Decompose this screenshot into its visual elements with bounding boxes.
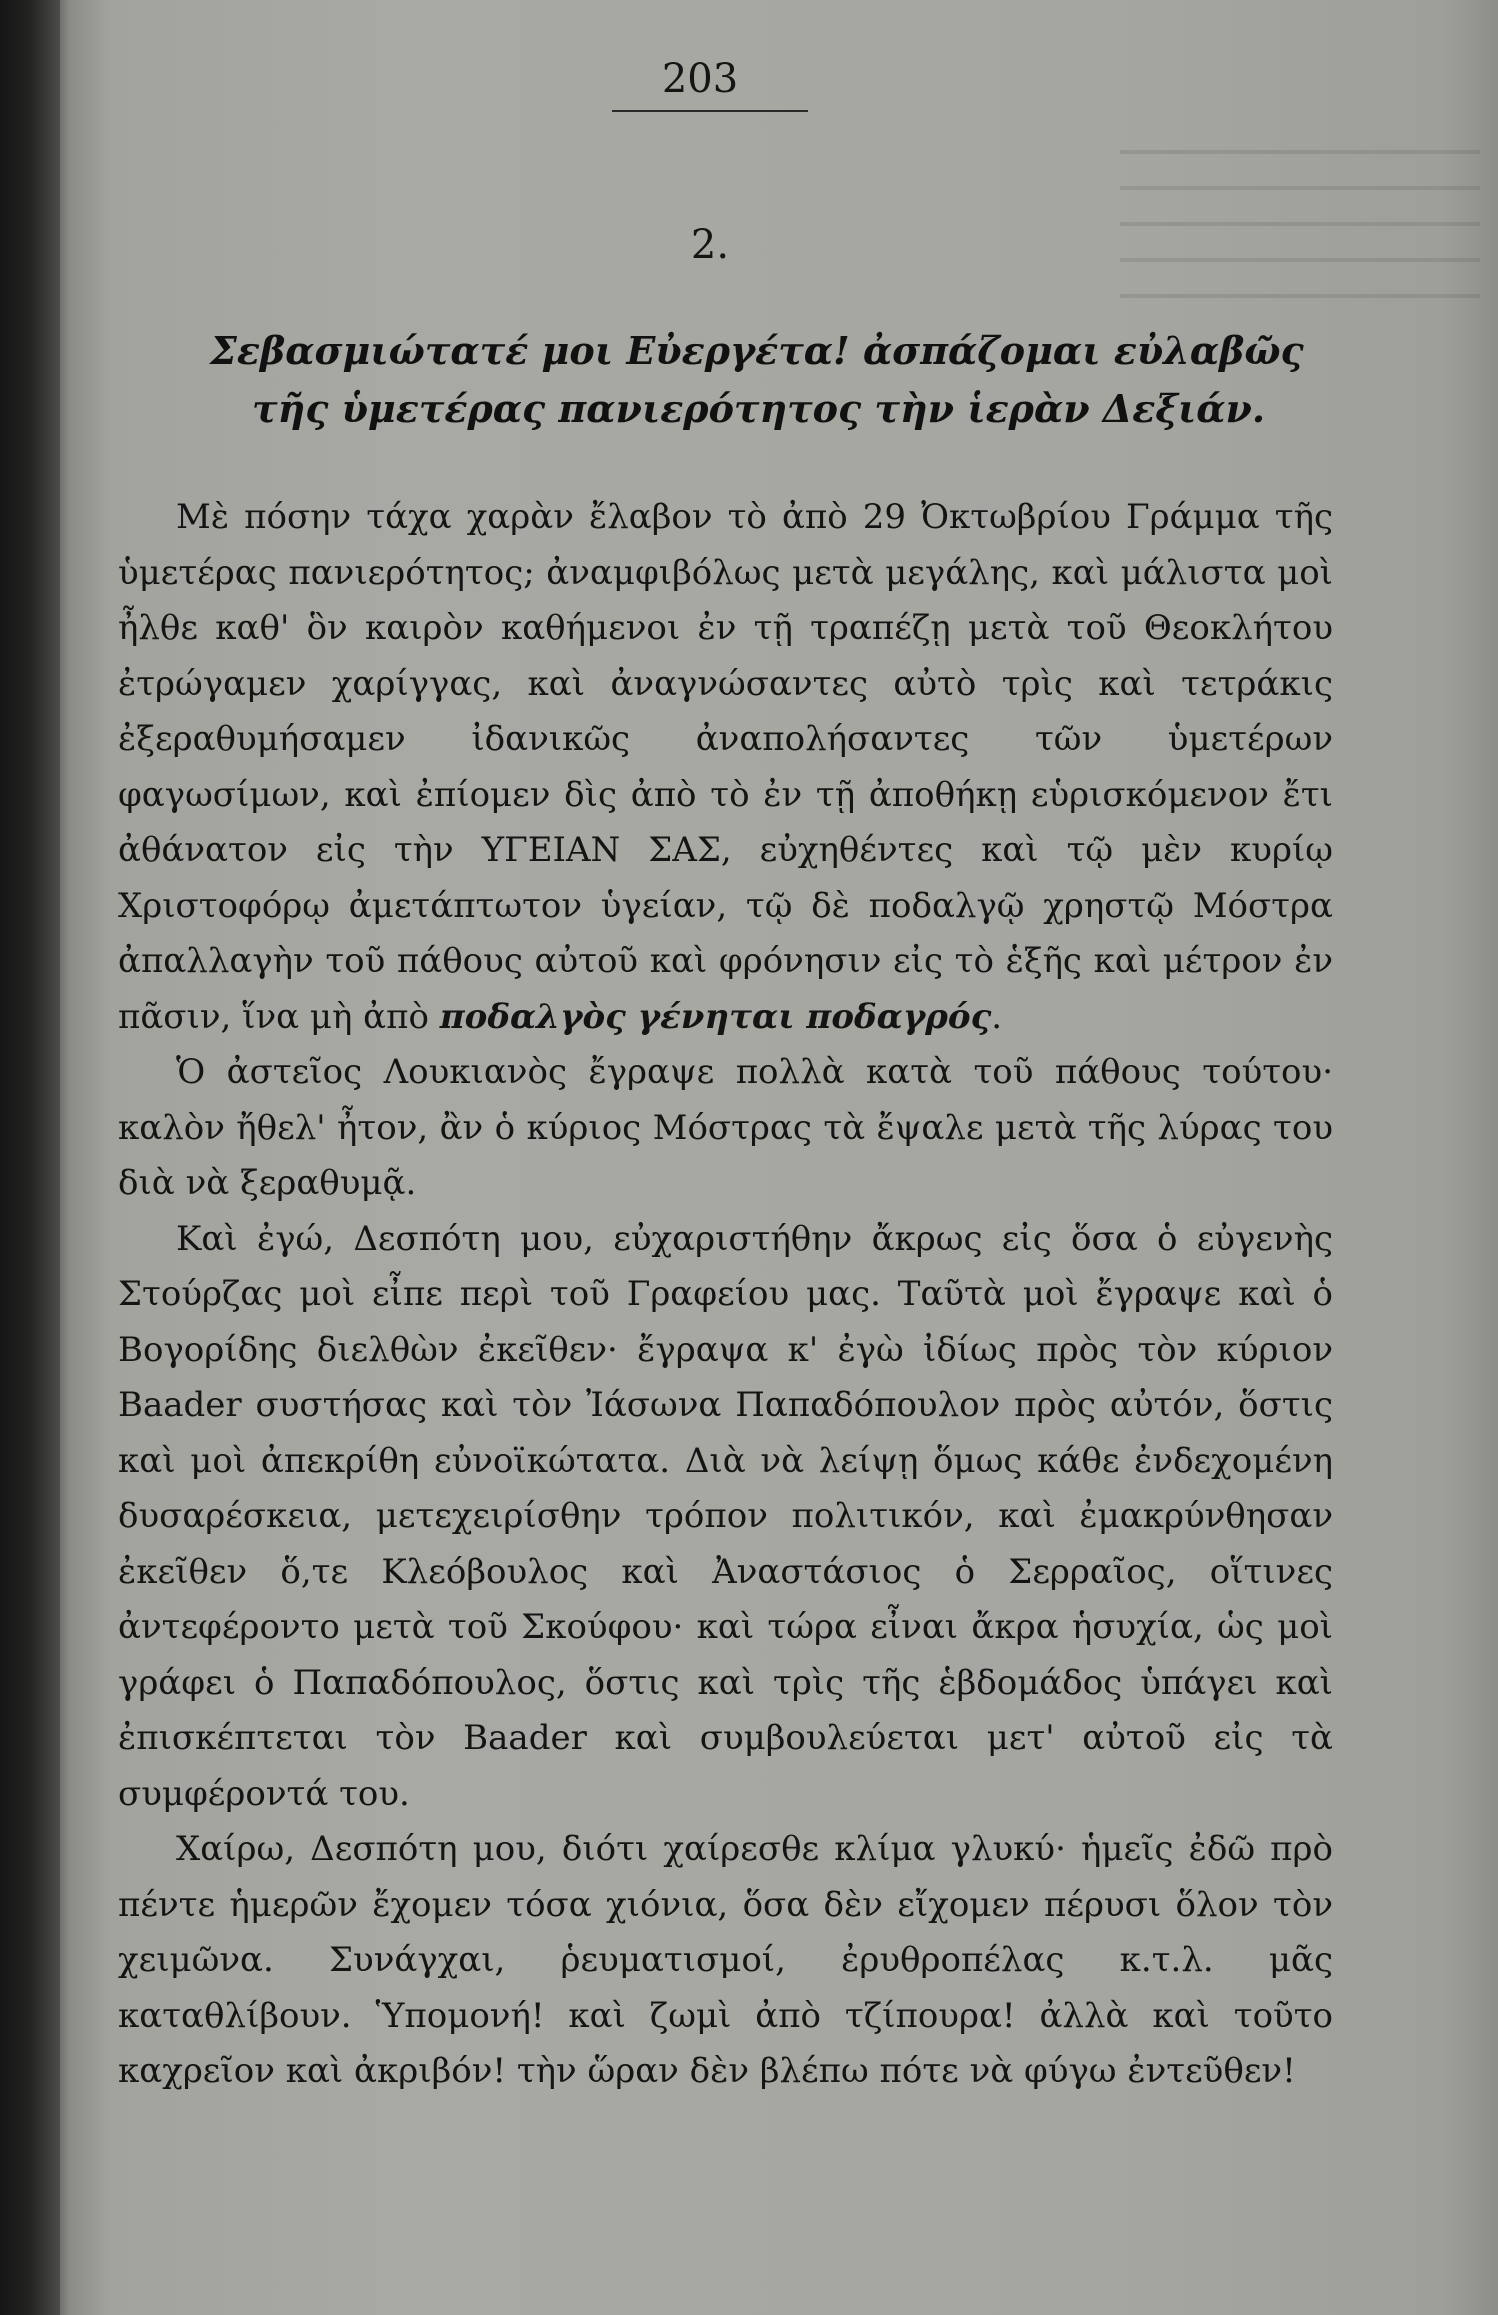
paragraph-1-emphasis: ποδαλγὸς γένηται ποδαγρός: [439, 996, 992, 1037]
paragraph-2-text: Ὁ ἀστεῖος Λουκιανὸς ἔγραψε πολλὰ κατὰ τοῦ πάθους τούτου· καλὸν ἤθελ' ἦτον, ἂν ὁ κύριος Μόστρας τὰ ἔψαλε μετὰ τῆς λύρας του διὰ νὰ ξεραθυμᾷ.: [118, 1052, 1333, 1203]
header-rule: [612, 110, 808, 112]
paragraph-1-end: .: [991, 996, 1003, 1037]
salutation-line-1: Σεβασμιώτατέ μοι Εὐεργέτα! ἀσπάζομαι εὐλαβῶς: [210, 328, 1304, 373]
paragraph-1-text: Μὲ πόσην τάχα χαρὰν ἔλαβον τὸ ἀπὸ 29 Ὀκτωβρίου Γράμμα τῆς ὑμετέρας πανιερότητος; ἀναμφιβόλως μετὰ μεγάλης, καὶ μάλιστα μοὶ ἦλθε καθ' ὃν καιρὸν καθήμενοι ἐν τῇ τραπέζῃ μετὰ τοῦ Θεοκλήτου ἐτρώγαμεν χαρίγγας, καὶ ἀναγνώσαντες αὐτὸ τρὶς καὶ τετράκις ἐξεραθυμήσαμεν ἰδανικῶς ἀναπολήσαντες τῶν ὑμετέρων φαγωσίμων, καὶ ἐπίομεν δὶς ἀπὸ τὸ ἐν τῇ ἀποθήκῃ εὑρισκόμενον ἔτι ἀθάνατον εἰς τὴν ΥΓΕΙΑΝ ΣΑΣ, εὐχηθέντες καὶ τῷ μὲν κυρίῳ Χριστοφόρῳ ἀμετάπτωτον ὑγείαν, τῷ δὲ ποδαλγῷ χρηστῷ Μόστρα ἀπαλλαγὴν τοῦ πάθους αὐτοῦ καὶ φρόνησιν εἰς τὸ ἑξῆς καὶ μέτρον ἐν πᾶσιν, ἵνα μὴ ἀπὸ: [118, 497, 1333, 1037]
show-through-texture: [1120, 150, 1480, 330]
paragraph-4: [118, 1822, 1333, 2100]
page-number: 203: [661, 56, 739, 102]
salutation-line-2: τῆς ὑμετέρας πανιερότητος τὴν ἱερὰν Δεξιάν.: [252, 386, 1266, 431]
book-spine-shadow: [0, 0, 60, 2315]
paragraph-1: [118, 490, 1333, 1045]
paragraph-2: [118, 1045, 1333, 1212]
letter-body: [118, 490, 1333, 2100]
letter-number: 2.: [690, 222, 730, 268]
paragraph-3-text: Καὶ ἐγώ, Δεσπότη μου, εὐχαριστήθην ἄκρως εἰς ὅσα ὁ εὐγενὴς Στούρζας μοὶ εἶπε περὶ τοῦ Γραφείου μας. Ταῦτὰ μοὶ ἔγραψε καὶ ὁ Βογορίδης διελθὼν ἐκεῖθεν· ἔγραψα κ' ἐγὼ ἰδίως πρὸς τὸν κύριον Baader συστήσας καὶ τὸν Ἰάσωνα Παπαδόπουλον πρὸς αὐτόν, ὅστις καὶ μοὶ ἀπεκρίθη εὐνοϊκώτατα. Διὰ νὰ λείψῃ ὅμως κάθε ἐνδεχομένη δυσαρέσκεια, μετεχειρίσθην τρόπον πολιτικόν, καὶ ἐμακρύνθησαν ἐκεῖθεν ὅ,τε Κλεόβουλος καὶ Ἀναστάσιος ὁ Σερραῖος, οἵτινες ἀντεφέροντο μετὰ τοῦ Σκούφου· καὶ τώρα εἶναι ἄκρα ἡσυχία, ὡς μοὶ γράφει ὁ Παπαδόπουλος, ὅστις καὶ τρὶς τῆς ἑβδομάδος ὑπάγει καὶ ἐπισκέπτεται τὸν Baader καὶ συμβουλεύεται μετ' αὐτοῦ εἰς τὰ συμφέροντά του.: [118, 1218, 1333, 1814]
paragraph-4-text: Χαίρω, Δεσπότη μου, διότι χαίρεσθε κλίμα γλυκύ· ἡμεῖς ἐδῶ πρὸ πέντε ἡμερῶν ἔχομεν τόσα χιόνια, ὅσα δὲν εἴχομεν πέρυσι ὅλον τὸν χειμῶνα. Συνάγχαι, ῥευματισμοί, ἐρυθροπέλας κ.τ.λ. μᾶς καταθλίβουν. Ὑπομονή! καὶ ζωμὶ ἀπὸ τζίπουρα! ἀλλὰ καὶ τοῦτο καχρεῖον καὶ ἀκριβόν! τὴν ὥραν δὲν βλέπω πότε νὰ φύγω ἐντεῦθεν!: [118, 1829, 1333, 2091]
salutation: [210, 322, 1310, 438]
paragraph-3: [118, 1212, 1333, 1823]
